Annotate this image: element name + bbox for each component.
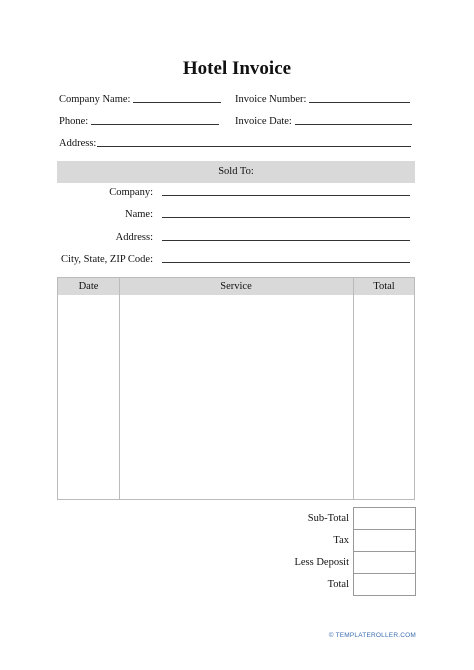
address-label: Address:	[59, 138, 97, 149]
invoice-number-line[interactable]	[309, 102, 410, 103]
less-deposit-box[interactable]	[353, 551, 416, 574]
document-title: Hotel Invoice	[182, 58, 292, 79]
subtotal-label: Sub-Total	[307, 513, 349, 524]
company-name-line[interactable]	[133, 102, 221, 103]
total-row	[270, 573, 416, 596]
company-name-label: Company Name:	[59, 94, 131, 105]
invoice-date-label: Invoice Date:	[235, 116, 292, 127]
tax-label: Tax	[333, 535, 349, 546]
column-header-service: Service	[220, 281, 252, 292]
sold-address-label: Address:	[115, 232, 153, 243]
invoice-number-label: Invoice Number:	[235, 94, 307, 105]
invoice-date-field	[235, 116, 412, 127]
less-deposit-row	[270, 551, 416, 574]
column-divider	[353, 278, 354, 499]
invoice-number-field	[235, 94, 410, 105]
subtotal-row	[270, 507, 416, 530]
column-header-total: Total	[373, 281, 395, 292]
phone-line[interactable]	[91, 124, 219, 125]
phone-label: Phone:	[59, 116, 89, 127]
less-deposit-label: Less Deposit	[294, 557, 349, 568]
column-divider	[119, 278, 120, 499]
sold-name-line[interactable]	[162, 217, 410, 218]
invoice-date-line[interactable]	[295, 124, 412, 125]
sold-name-field	[57, 209, 410, 220]
sold-company-field	[57, 187, 410, 198]
services-table	[57, 277, 415, 500]
tax-box[interactable]	[353, 529, 416, 552]
column-header-date: Date	[78, 281, 99, 292]
subtotal-box[interactable]	[353, 507, 416, 530]
footer-copyright-link[interactable]: © TEMPLATEROLLER.COM	[328, 632, 416, 639]
sold-city-line[interactable]	[162, 262, 410, 263]
sold-city-label: City, State, ZIP Code:	[61, 254, 153, 265]
address-field	[59, 138, 411, 149]
total-label: Total	[327, 579, 349, 590]
company-name-field	[59, 94, 221, 105]
sold-company-line[interactable]	[162, 195, 410, 196]
address-line[interactable]	[97, 146, 411, 147]
sold-address-line[interactable]	[162, 240, 410, 241]
sold-address-field	[57, 232, 410, 243]
sold-name-label: Name:	[125, 209, 153, 220]
sold-company-label: Company:	[109, 187, 153, 198]
tax-row	[270, 529, 416, 552]
sold-to-heading: Sold To:	[57, 161, 415, 183]
phone-field	[59, 116, 219, 127]
total-box[interactable]	[353, 573, 416, 596]
sold-city-field	[57, 254, 410, 265]
